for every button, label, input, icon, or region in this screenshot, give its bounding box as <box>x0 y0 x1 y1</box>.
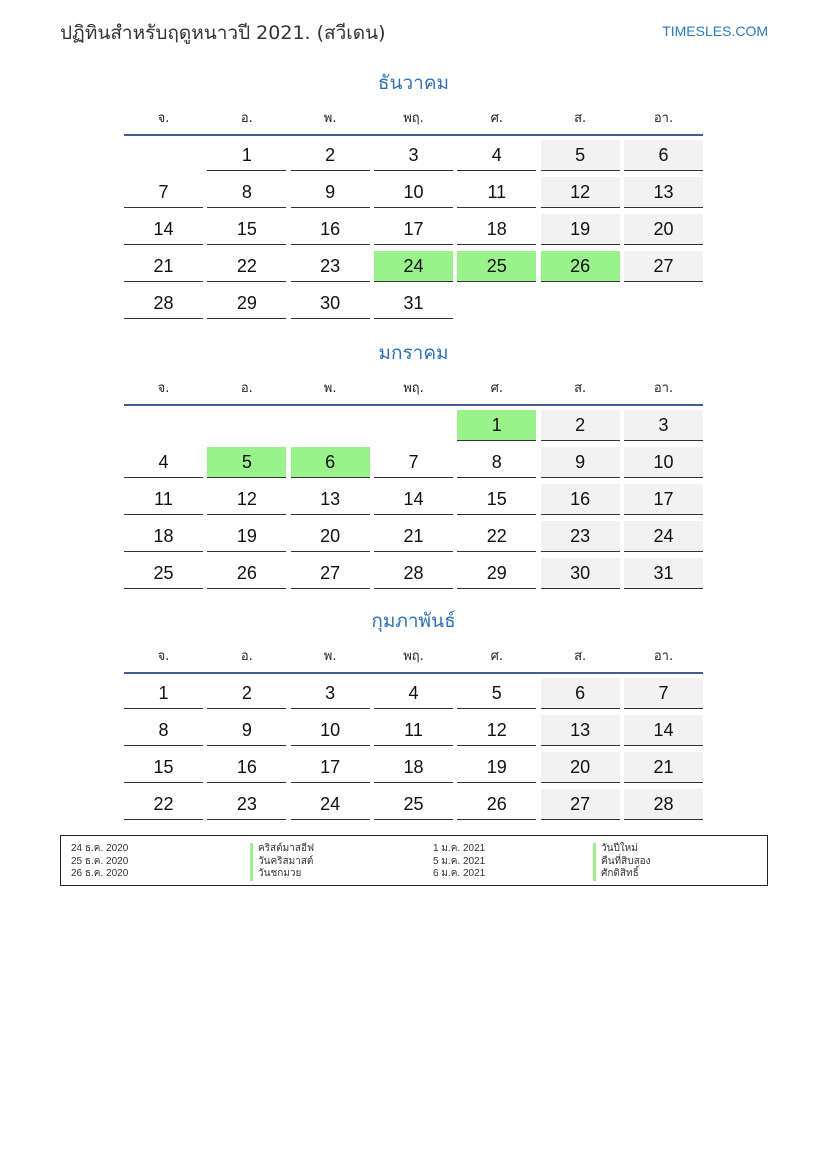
day-cell: 24 <box>624 521 703 552</box>
empty-day-cell <box>624 288 703 318</box>
day-cell: 11 <box>124 484 203 515</box>
day-cell: 16 <box>291 214 370 245</box>
weekday-label: พฤ. <box>403 111 424 126</box>
day-cell: 25 <box>374 789 453 820</box>
day-cell: 18 <box>457 214 536 245</box>
weekday-label: พ. <box>323 381 337 396</box>
legend-dates-january <box>433 843 485 881</box>
day-cell: 20 <box>291 521 370 552</box>
weekday-label: อ. <box>240 649 253 664</box>
day-cell: 8 <box>457 447 536 478</box>
weekday-label: ส. <box>574 649 587 664</box>
day-cell: 23 <box>541 521 620 552</box>
legend-holiday-name: คืนที่สิบสอง <box>593 856 651 869</box>
legend-date: 26 ธ.ค. 2020 <box>71 868 129 879</box>
weekday-header <box>124 368 703 406</box>
holiday-legend <box>60 835 768 886</box>
day-cell: 31 <box>624 558 703 589</box>
day-cell: 17 <box>374 214 453 245</box>
page-title: ปฏิทินสำหรับฤดูหนาวปี 2021. (สวีเดน) <box>60 22 386 44</box>
day-cell: 12 <box>207 484 286 515</box>
weekday-header <box>124 98 703 136</box>
legend-date: 25 ธ.ค. 2020 <box>71 855 129 867</box>
day-cell: 3 <box>624 410 703 441</box>
day-cell: 12 <box>457 715 536 746</box>
month-block <box>124 68 703 325</box>
weekday-label: อา. <box>653 649 674 664</box>
empty-day-cell <box>291 410 370 440</box>
weekday-label: ศ. <box>490 111 503 126</box>
day-cell: 11 <box>457 177 536 208</box>
day-cell: 30 <box>541 558 620 589</box>
day-cell: 17 <box>291 752 370 783</box>
day-cell: 9 <box>207 715 286 746</box>
day-cell: 30 <box>291 288 370 319</box>
day-cell: 7 <box>124 177 203 208</box>
day-cell: 5 <box>457 678 536 709</box>
day-cell: 3 <box>291 678 370 709</box>
day-cell: 28 <box>374 558 453 589</box>
day-cell: 19 <box>541 214 620 245</box>
day-cell: 2 <box>207 678 286 709</box>
legend-date: 5 ม.ค. 2021 <box>433 855 486 867</box>
day-cell: 14 <box>374 484 453 515</box>
month-name: มกราคม <box>378 342 449 364</box>
weekday-label: อา. <box>653 111 674 126</box>
day-cell: 20 <box>541 752 620 783</box>
day-cell: 9 <box>541 447 620 478</box>
weekday-label: ส. <box>574 381 587 396</box>
day-cell: 29 <box>457 558 536 589</box>
weekday-label: พ. <box>323 111 337 126</box>
day-cell: 13 <box>624 177 703 208</box>
legend-date: 6 ม.ค. 2021 <box>433 868 486 879</box>
day-grid <box>124 140 703 325</box>
weekday-label: อ. <box>240 381 253 396</box>
day-cell: 26 <box>541 251 620 282</box>
day-cell: 18 <box>124 521 203 552</box>
weekday-label: จ. <box>157 111 170 126</box>
legend-names-january <box>593 843 651 881</box>
day-cell: 31 <box>374 288 453 319</box>
day-cell: 4 <box>457 140 536 171</box>
day-cell: 28 <box>124 288 203 319</box>
legend-dates-december <box>71 843 128 881</box>
legend-holiday-name: ศักดิสิทธิ์ <box>593 868 651 881</box>
month-name: ธันวาคม <box>377 72 450 94</box>
legend-holiday-name: วันชกมวย <box>250 868 314 881</box>
weekday-label: ส. <box>574 111 587 126</box>
day-cell: 27 <box>291 558 370 589</box>
day-cell: 25 <box>124 558 203 589</box>
day-cell: 27 <box>541 789 620 820</box>
day-cell: 12 <box>541 177 620 208</box>
day-cell: 13 <box>541 715 620 746</box>
day-cell: 1 <box>124 678 203 709</box>
empty-day-cell <box>207 410 286 440</box>
day-cell: 6 <box>291 447 370 478</box>
month-name: กุมภาพันธ์ <box>371 610 456 632</box>
legend-holiday-name: วันคริสมาสต์ <box>250 856 314 869</box>
day-cell: 29 <box>207 288 286 319</box>
day-cell: 15 <box>207 214 286 245</box>
legend-date: 24 ธ.ค. 2020 <box>71 843 129 854</box>
month-block <box>124 606 703 826</box>
day-cell: 24 <box>291 789 370 820</box>
day-cell: 2 <box>541 410 620 441</box>
day-cell: 25 <box>457 251 536 282</box>
month-block <box>124 338 703 595</box>
day-cell: 26 <box>457 789 536 820</box>
day-grid <box>124 678 703 826</box>
weekday-label: พ. <box>323 649 337 664</box>
day-cell: 1 <box>457 410 536 441</box>
day-cell: 13 <box>291 484 370 515</box>
day-cell: 22 <box>207 251 286 282</box>
weekday-label: อา. <box>653 381 674 396</box>
day-cell: 4 <box>374 678 453 709</box>
day-cell: 19 <box>457 752 536 783</box>
day-cell: 22 <box>124 789 203 820</box>
day-cell: 27 <box>624 251 703 282</box>
day-cell: 21 <box>374 521 453 552</box>
day-cell: 8 <box>207 177 286 208</box>
day-cell: 6 <box>624 140 703 171</box>
day-cell: 15 <box>457 484 536 515</box>
day-cell: 1 <box>207 140 286 171</box>
day-cell: 5 <box>541 140 620 171</box>
day-cell: 16 <box>207 752 286 783</box>
day-cell: 11 <box>374 715 453 746</box>
site-link[interactable]: TIMESLES.COM <box>662 23 768 39</box>
day-cell: 9 <box>291 177 370 208</box>
day-cell: 15 <box>124 752 203 783</box>
day-cell: 23 <box>291 251 370 282</box>
weekday-label: จ. <box>157 649 170 664</box>
day-cell: 16 <box>541 484 620 515</box>
empty-day-cell <box>374 410 453 440</box>
day-cell: 8 <box>124 715 203 746</box>
day-cell: 4 <box>124 447 203 478</box>
weekday-label: ศ. <box>490 649 503 664</box>
weekday-label: อ. <box>240 111 253 126</box>
day-cell: 22 <box>457 521 536 552</box>
day-cell: 24 <box>374 251 453 282</box>
empty-day-cell <box>457 288 536 318</box>
legend-names-december <box>250 843 314 881</box>
day-cell: 10 <box>374 177 453 208</box>
day-cell: 21 <box>624 752 703 783</box>
weekday-label: ศ. <box>490 381 503 396</box>
day-cell: 18 <box>374 752 453 783</box>
day-cell: 21 <box>124 251 203 282</box>
day-cell: 20 <box>624 214 703 245</box>
weekday-label: พฤ. <box>403 649 424 664</box>
legend-holiday-name: วันปีใหม่ <box>593 843 651 856</box>
day-cell: 14 <box>124 214 203 245</box>
empty-day-cell <box>124 410 203 440</box>
weekday-header <box>124 636 703 674</box>
day-cell: 2 <box>291 140 370 171</box>
day-cell: 7 <box>624 678 703 709</box>
legend-holiday-name: คริสต์มาสอีฟ <box>250 843 314 856</box>
day-cell: 3 <box>374 140 453 171</box>
day-cell: 26 <box>207 558 286 589</box>
empty-day-cell <box>541 288 620 318</box>
legend-date: 1 ม.ค. 2021 <box>433 843 486 854</box>
day-cell: 6 <box>541 678 620 709</box>
day-cell: 10 <box>624 447 703 478</box>
day-cell: 7 <box>374 447 453 478</box>
day-cell: 19 <box>207 521 286 552</box>
day-grid <box>124 410 703 595</box>
weekday-label: จ. <box>157 381 170 396</box>
day-cell: 14 <box>624 715 703 746</box>
day-cell: 23 <box>207 789 286 820</box>
weekday-label: พฤ. <box>403 381 424 396</box>
day-cell: 28 <box>624 789 703 820</box>
day-cell: 5 <box>207 447 286 478</box>
day-cell: 17 <box>624 484 703 515</box>
day-cell: 10 <box>291 715 370 746</box>
empty-day-cell <box>124 140 203 170</box>
